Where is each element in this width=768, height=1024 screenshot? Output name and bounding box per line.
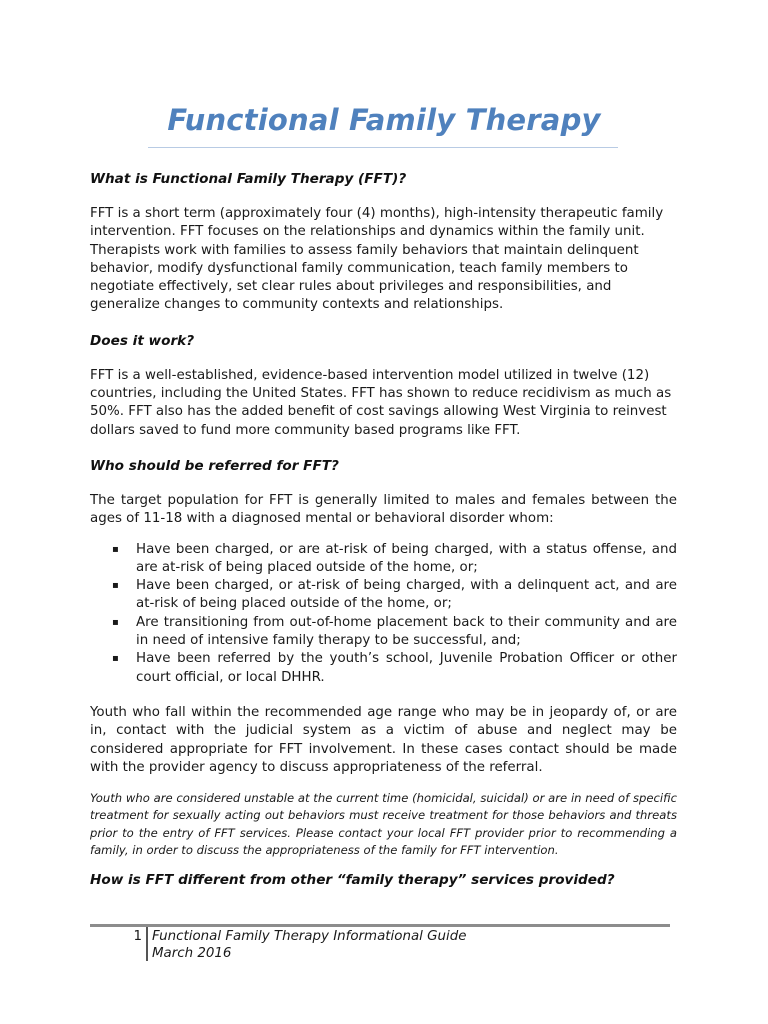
list-item-text: Have been charged, or are at-risk of being charged, with a status offense, and are at-risk of being placed outside of the home, or; (136, 541, 677, 575)
paragraph-does-it-work: FFT is a well-established, evidence-based intervention model utilized in twelve (12) countries, including the United States. FFT has shown to reduce recidivism as much as 50%. FFT also has the added benefit of cost savings allowing West Virginia to reinvest dollars saved to fund more community based programs like FFT. (90, 367, 672, 438)
bullet-icon: ▪ (112, 616, 119, 628)
page-title: Functional Family Therapy (167, 103, 601, 137)
document-body (90, 170, 677, 889)
heading-what-is-fft: What is Functional Family Therapy (FFT)? (90, 171, 407, 187)
bullet-icon: ▪ (112, 580, 119, 592)
footer-separator (146, 927, 148, 961)
paragraph-youth-age-range: Youth who fall within the recommended age range who may be in jeopardy of, or are in, contact with the judicial system as a victim of abuse and neglect may be considered appropriate for FFT involvement. In these cases contact should be made with the provider agency to discuss appropriateness of the referral. (90, 704, 677, 775)
heading-does-it-work: Does it work? (90, 332, 195, 349)
footer-caption (152, 928, 466, 962)
list-item (90, 541, 677, 578)
paragraph-what-is-fft: FFT is a short term (approximately four (4) months), high-intensity therapeutic family intervention. FFT focuses on the relationships and dynamics within the family unit. Therapists work with families to assess family behaviors that maintain delinquent behavior, modify dysfunctional family communication, teach family members to negotiate effectively, set clear rules about privileges and responsibilities, and generalize changes to community contexts and relationships. (90, 206, 664, 313)
title-underline (148, 147, 618, 148)
note-unstable-youth: Youth who are considered unstable at the current time (homicidal, suicidal) or are in need of specific treatment for sexually acting out behaviors must receive treatment for those behaviors and threats prior to the entry of FFT services. Please contact your local FFT provider prior to recommending a family, in order to discuss the appropriateness of the family for FFT intervention. (90, 791, 677, 858)
footer-divider (90, 924, 670, 927)
list-item-text: Have been charged, or at-risk of being charged, with a delinquent act, and are at-risk of being placed outside of the home, or; (136, 578, 677, 612)
list-item-text: Have been referred by the youth’s school, Juvenile Probation Officer or other court official, or local DHHR. (136, 651, 677, 685)
paragraph-target-population: The target population for FFT is generally limited to males and females between the ages of 11-18 with a diagnosed mental or behavioral disorder whom: (90, 492, 677, 527)
bullet-icon: ▪ (112, 543, 119, 555)
bullet-icon: ▪ (112, 653, 119, 665)
heading-who-referred: Who should be referred for FFT? (90, 457, 339, 474)
list-item (90, 614, 677, 651)
footer-date: March 2016 (152, 946, 232, 961)
page-number: 1 (133, 929, 142, 944)
list-item (90, 577, 677, 614)
footer-guide-title: Functional Family Therapy Informational Guide (152, 929, 467, 944)
list-item (90, 650, 677, 687)
heading-how-different: How is FFT different from other “family therapy” services provided? (90, 872, 615, 889)
criteria-list (90, 541, 677, 687)
list-item-text: Are transitioning from out-of-home placement back to their community and are in need of intensive family therapy to be successful, and; (136, 614, 677, 649)
